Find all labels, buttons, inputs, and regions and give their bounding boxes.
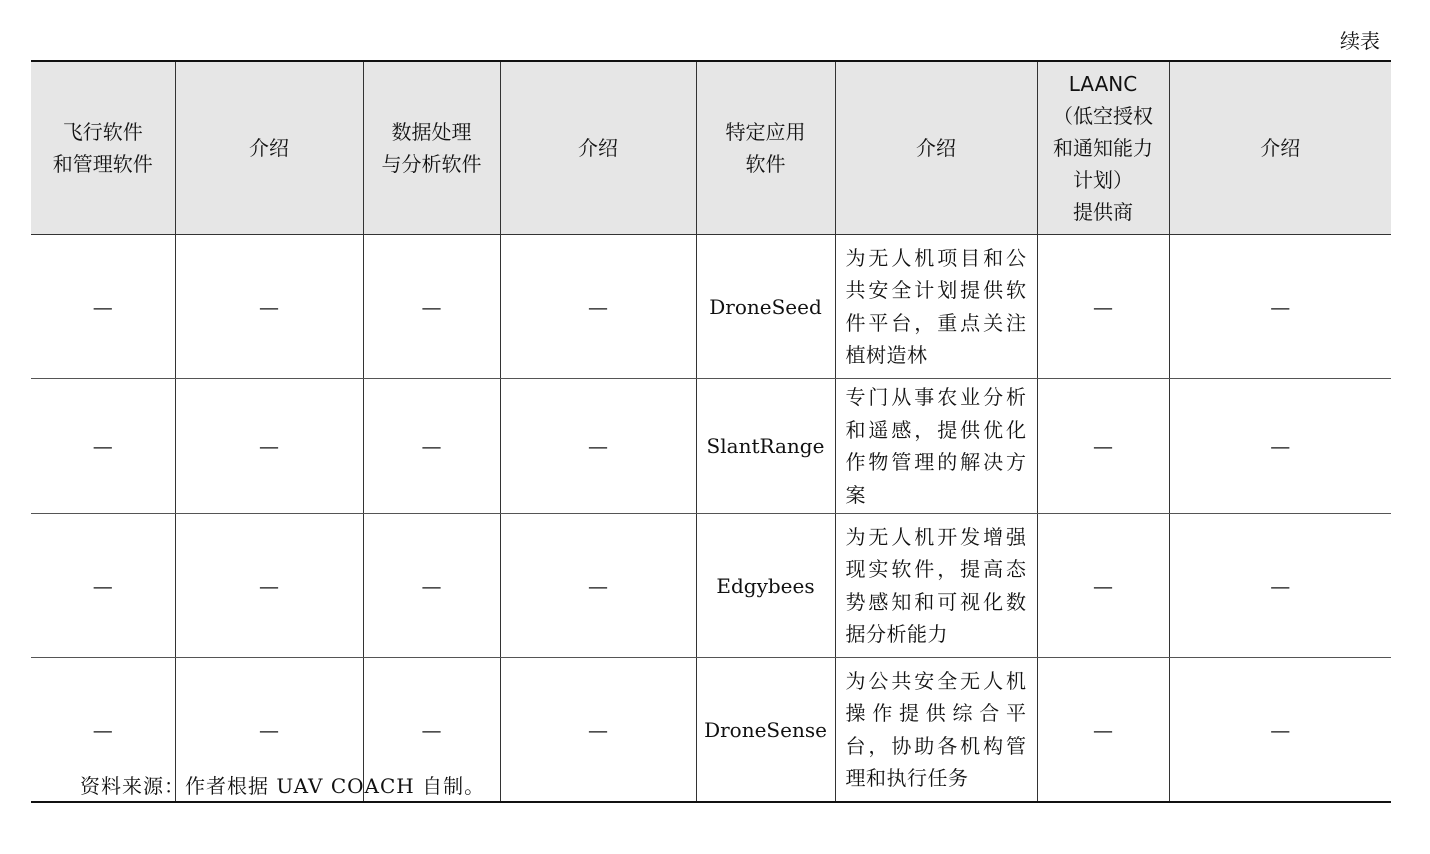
drone-software-table [31, 60, 1391, 803]
cell-flight-software: — [31, 658, 175, 803]
header-data-processing: 数据处理 与分析软件 [363, 61, 500, 235]
cell-data-processing: — [363, 514, 500, 658]
header-intro-1: 介绍 [175, 61, 363, 235]
cell-data-processing: — [363, 658, 500, 803]
source-note: 资料来源：作者根据 UAV COACH 自制。 [80, 774, 486, 798]
cell-description: 为公共安全无人机操作提供综合平台，协助各机构管理和执行任务 [835, 658, 1037, 803]
cell-intro-1: — [175, 235, 363, 379]
table-row [31, 514, 1391, 658]
cell-specific-app: DroneSeed [696, 235, 835, 379]
cell-intro-1: — [175, 379, 363, 514]
cell-description: 为无人机项目和公共安全计划提供软件平台，重点关注植树造林 [835, 235, 1037, 379]
cell-description: 为无人机开发增强现实软件，提高态势感知和可视化数据分析能力 [835, 514, 1037, 658]
cell-intro-4: — [1169, 379, 1391, 514]
header-laanc-provider: LAANC （低空授权 和通知能力 计划） 提供商 [1037, 61, 1169, 235]
cell-intro-4: — [1169, 235, 1391, 379]
cell-intro-4: — [1169, 514, 1391, 658]
cell-laanc: — [1037, 379, 1169, 514]
header-intro-2: 介绍 [500, 61, 696, 235]
cell-laanc: — [1037, 235, 1169, 379]
cell-specific-app: Edgybees [696, 514, 835, 658]
cell-specific-app: DroneSense [696, 658, 835, 803]
cell-data-processing: — [363, 379, 500, 514]
table-row [31, 379, 1391, 514]
cell-intro-2: — [500, 658, 696, 803]
cell-description: 专门从事农业分析和遥感，提供优化作物管理的解决方案 [835, 379, 1037, 514]
cell-intro-4: — [1169, 658, 1391, 803]
cell-flight-software: — [31, 235, 175, 379]
cell-flight-software: — [31, 379, 175, 514]
continued-table-label: 续表 [1340, 29, 1380, 53]
header-flight-software: 飞行软件 和管理软件 [31, 61, 175, 235]
cell-data-processing: — [363, 235, 500, 379]
header-intro-3: 介绍 [835, 61, 1037, 235]
cell-flight-software: — [31, 514, 175, 658]
cell-specific-app: SlantRange [696, 379, 835, 514]
cell-intro-2: — [500, 235, 696, 379]
cell-intro-1: — [175, 514, 363, 658]
cell-laanc: — [1037, 658, 1169, 803]
cell-intro-1: — [175, 658, 363, 803]
cell-laanc: — [1037, 514, 1169, 658]
cell-intro-2: — [500, 379, 696, 514]
header-intro-4: 介绍 [1169, 61, 1391, 235]
table-header-row [31, 61, 1391, 235]
header-specific-app: 特定应用 软件 [696, 61, 835, 235]
table-row [31, 235, 1391, 379]
cell-intro-2: — [500, 514, 696, 658]
